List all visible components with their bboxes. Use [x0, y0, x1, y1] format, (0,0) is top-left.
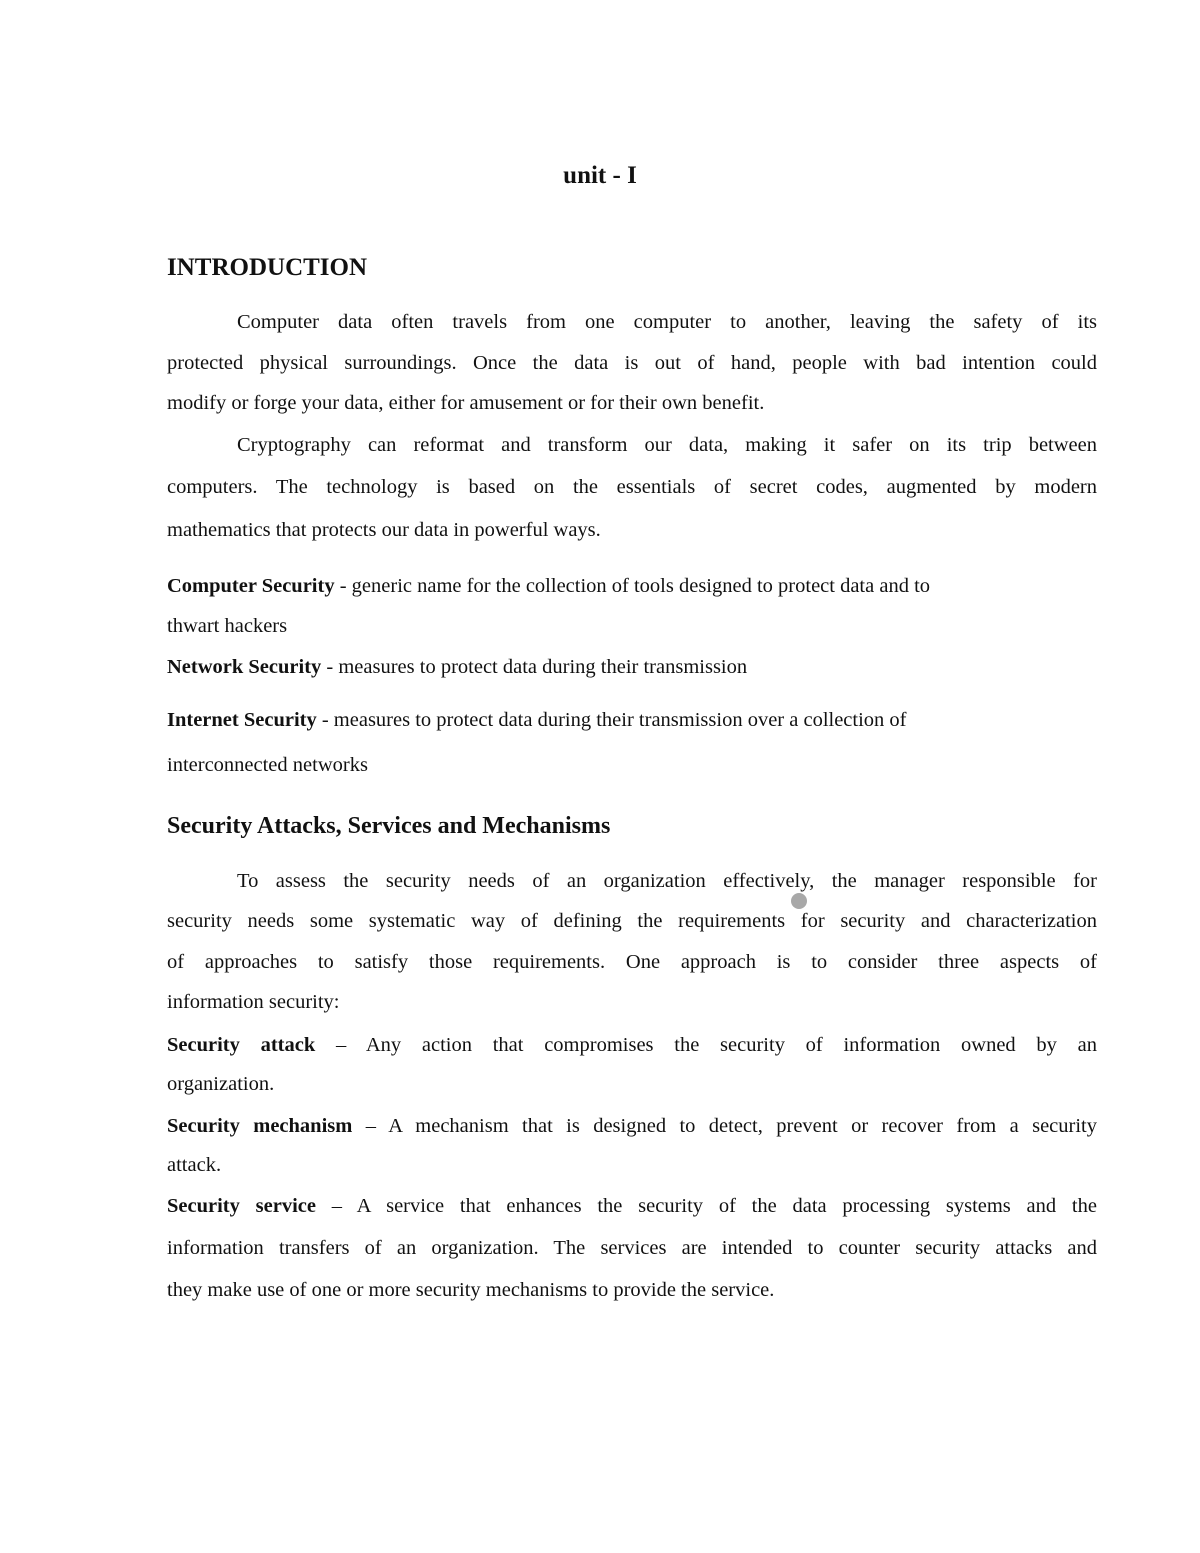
- paragraph-line: modify or forge your data, either for amusement or for their own benefit.: [167, 392, 765, 414]
- definition-computer-security: [167, 574, 1097, 598]
- paragraph-line: of approaches to satisfy those requirements. One approach is to consider three aspects of: [167, 951, 1097, 973]
- definition-term: Security attack: [167, 1034, 316, 1056]
- paragraph-line: To assess the security needs of an organization effectively, the manager responsible for: [237, 870, 1097, 892]
- definition-term: Computer Security: [167, 575, 335, 597]
- unit-title: unit - I: [563, 162, 637, 189]
- definition-continuation: thwart hackers: [167, 615, 288, 637]
- paragraph-line: computers. The technology is based on the essentials of secret codes, augmented by modern: [167, 476, 1097, 498]
- paragraph-line: protected physical surroundings. Once the data is out of hand, people with bad intention could: [167, 352, 1097, 374]
- paragraph-line: Computer data often travels from one computer to another, leaving the safety of its: [237, 311, 1097, 333]
- paragraph-line: mathematics that protects our data in powerful ways.: [167, 519, 601, 541]
- definition-term: Security mechanism: [167, 1115, 353, 1137]
- mouse-cursor-indicator: [791, 893, 807, 909]
- definition-text: - measures to protect data during their transmission: [321, 656, 748, 678]
- definition-text: – A mechanism that is designed to detect, prevent or recover from a security: [352, 1115, 1097, 1137]
- definition-term: Internet Security: [167, 709, 317, 731]
- definition-continuation: organization.: [167, 1073, 275, 1095]
- definition-continuation: attack.: [167, 1154, 222, 1176]
- paragraph-line: Cryptography can reformat and transform our data, making it safer on its trip between: [237, 434, 1097, 456]
- definition-continuation: interconnected networks: [167, 754, 368, 776]
- paragraph-line: information security:: [167, 991, 340, 1013]
- paragraph-line: security needs some systematic way of defining the requirements for security and characterization: [167, 910, 1097, 932]
- definition-text: – A service that enhances the security of the data processing systems and the: [315, 1195, 1097, 1217]
- definition-text: - generic name for the collection of tools designed to protect data and to: [334, 575, 931, 597]
- definition-security-mechanism: [167, 1114, 1097, 1138]
- definition-network-security: [167, 655, 1097, 679]
- definition-term: Security service: [167, 1195, 316, 1217]
- definition-term: Network Security: [167, 656, 322, 678]
- section-heading: Security Attacks, Services and Mechanisms: [167, 813, 611, 839]
- definition-text: – Any action that compromises the security of information owned by an: [315, 1034, 1097, 1056]
- definition-continuation: information transfers of an organization. The services are intended to counter security attacks and: [167, 1237, 1097, 1259]
- definition-security-service: [167, 1194, 1097, 1218]
- definition-continuation: they make use of one or more security mechanisms to provide the service.: [167, 1279, 775, 1301]
- definition-text: - measures to protect data during their transmission over a collection of: [316, 709, 907, 731]
- definition-security-attack: [167, 1033, 1097, 1057]
- introduction-heading: INTRODUCTION: [167, 254, 368, 281]
- definition-internet-security: [167, 708, 1097, 732]
